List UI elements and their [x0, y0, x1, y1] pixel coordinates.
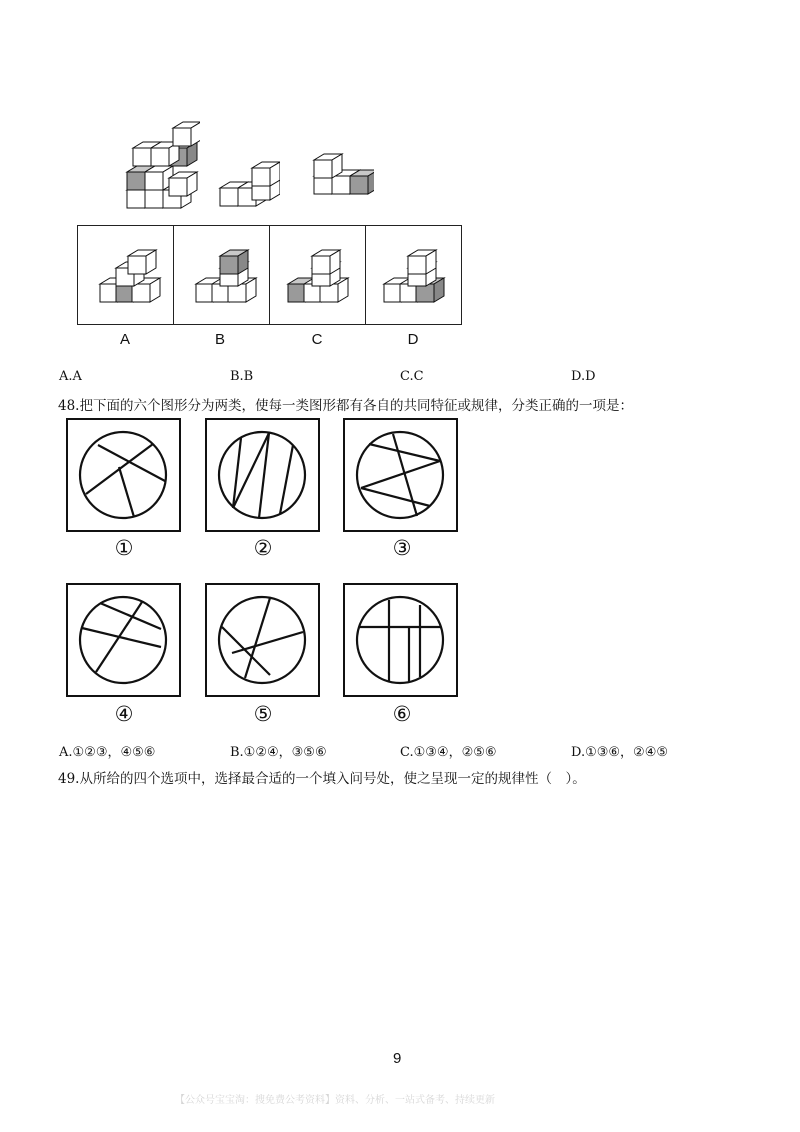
- q48-answer-a[interactable]: A.①②③，④⑤⑥: [59, 745, 156, 760]
- option-label-b: B: [214, 331, 225, 348]
- q48-answer-c[interactable]: C.①③④，②⑤⑥: [400, 745, 497, 760]
- q48-figure-4: [66, 583, 181, 697]
- option-label-d: D: [407, 331, 419, 348]
- q48-label-3: ③: [392, 536, 412, 560]
- q49-question: 49.从所给的四个选项中，选择最合适的一个填入问号处，使之呈现一定的规律性（ ）。: [58, 771, 586, 787]
- q47-answer-a[interactable]: A.A: [59, 369, 82, 384]
- option-figure-a[interactable]: [78, 226, 174, 324]
- option-figure-c[interactable]: [270, 226, 366, 324]
- q48-figure-6: [343, 583, 458, 697]
- option-figure-row: [77, 225, 462, 325]
- q47-answer-b[interactable]: B.B: [230, 369, 254, 384]
- q48-label-2: ②: [253, 536, 273, 560]
- option-figure-d[interactable]: [366, 226, 461, 324]
- q48-answer-b[interactable]: B.①②④，③⑤⑥: [230, 745, 327, 760]
- q48-figure-2: [205, 418, 320, 532]
- q48-figure-5: [205, 583, 320, 697]
- option-label-c: C: [311, 331, 323, 348]
- option-label-a: A: [119, 331, 130, 348]
- q47-answer-c[interactable]: C.C: [400, 369, 424, 384]
- q48-label-6: ⑥: [392, 702, 412, 726]
- footer-watermark: 【公众号宝宝淘：搜免费公考资料】资料、分析、一站式备考、持续更新: [175, 1095, 495, 1106]
- cube-figure-1: [125, 120, 200, 212]
- q48-label-1: ①: [114, 536, 134, 560]
- q48-question: 48.把下面的六个图形分为两类，使每一类图形都有各自的共同特征或规律，分类正确的一项是：: [58, 398, 633, 414]
- q48-answer-d[interactable]: D.①③⑥，②④⑤: [571, 745, 669, 760]
- q48-label-5: ⑤: [253, 702, 273, 726]
- cube-figure-3: [312, 152, 374, 198]
- page-number: 9: [393, 1050, 402, 1067]
- q47-answer-d[interactable]: D.D: [571, 369, 596, 384]
- q48-label-4: ④: [114, 702, 134, 726]
- option-figure-b[interactable]: [174, 226, 270, 324]
- cube-figure-2: [218, 158, 280, 210]
- q48-figure-1: [66, 418, 181, 532]
- q48-figure-3: [343, 418, 458, 532]
